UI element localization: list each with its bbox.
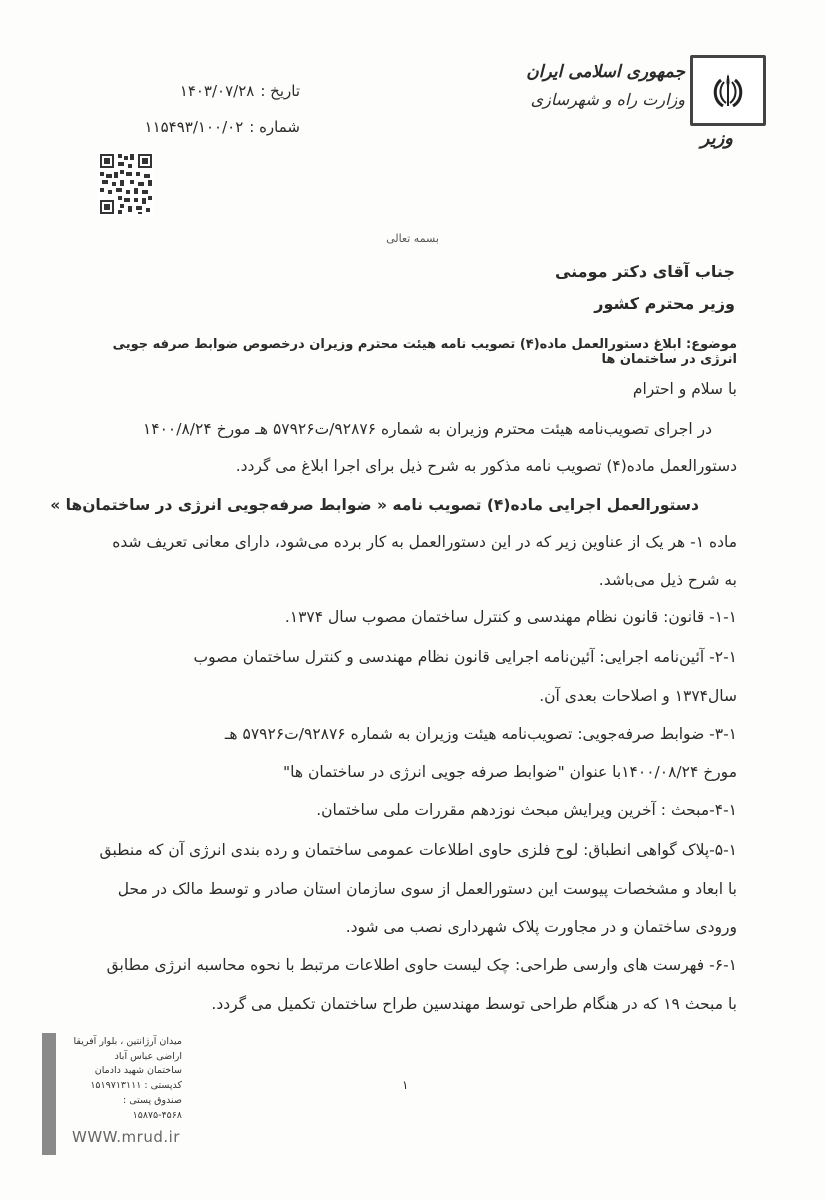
footer-line-2: اراضی عباس آباد bbox=[114, 1050, 182, 1062]
definition-1: ۱-۱- قانون: قانون نظام مهندسی و کنترل ساختمان مصوب سال ۱۳۷۴. bbox=[284, 608, 737, 626]
instruction-heading: دستورالعمل اجرایی ماده(۴) تصویب نامه « ضوابط صرفه‌جویی انرژی در ساختمان‌ها » bbox=[50, 496, 699, 514]
addressee-name: جناب آقای دکتر مومنی bbox=[554, 262, 735, 281]
intro-line-1: در اجرای تصویب‌نامه هیئت محترم وزیران به شماره ۹۲۸۷۶/ت۵۷۹۲۶ هـ مورخ ۱۴۰۰/۸/۲۴ bbox=[142, 420, 712, 438]
country-name: جمهوری اسلامی ایران bbox=[526, 62, 685, 82]
definition-3-line-2: مورخ ۱۴۰۰/۰۸/۲۴با عنوان "ضوابط صرفه جویی انرژی در ساختمان ها" bbox=[283, 763, 737, 781]
definition-5-line-2: با ابعاد و مشخصات پیوست این دستورالعمل از سوی سازمان استان صادر و توسط مالک در محل bbox=[117, 880, 737, 898]
iran-emblem-icon bbox=[690, 55, 766, 126]
website-link[interactable]: WWW.mrud.ir bbox=[72, 1128, 180, 1146]
ministry-name: وزارت راه و شهرسازی bbox=[530, 90, 685, 109]
date-label: تاریخ : bbox=[260, 82, 300, 100]
addressee-title: وزیر محترم کشور bbox=[594, 294, 735, 313]
intro-line-2: دستورالعمل ماده(۴) تصویب نامه مذکور به شرح ذیل برای اجرا ابلاغ می گردد. bbox=[235, 457, 737, 475]
article-1-line-2: به شرح ذیل می‌باشد. bbox=[598, 571, 737, 589]
footer-address bbox=[72, 1035, 182, 1123]
date-value: ۱۴۰۳/۰۷/۲۸ bbox=[179, 82, 255, 100]
page-number: ۱ bbox=[402, 1078, 409, 1092]
office-label: وزیر bbox=[700, 128, 733, 149]
definition-5-line-1: ۵-۱-پلاک گواهی انطباق: لوح فلزی حاوی اطلاعات عمومی ساختمان و رده بندی انرژی آن که منطبق bbox=[99, 841, 737, 859]
definition-6-line-1: ۶-۱- فهرست های وارسی طراحی: چک لیست حاوی اطلاعات مرتبط با نحوه محاسبه انرژی مطابق bbox=[106, 956, 737, 974]
footer-line-4: کدپستی : ۱۵۱۹۷۱۳۱۱۱ bbox=[90, 1080, 182, 1092]
number-label: شماره : bbox=[249, 118, 300, 136]
subject-line: موضوع: ابلاغ دستورالعمل ماده(۴) تصویب نامه هیئت محترم وزیران درخصوص ضوابط صرفه جویی انرژی در ساختمان ها bbox=[112, 337, 737, 367]
ministry-header bbox=[526, 62, 685, 109]
definition-2-line-1: ۲-۱- آئین‌نامه اجرایی: آئین‌نامه اجرایی قانون نظام مهندسی و کنترل ساختمان مصوب bbox=[193, 648, 737, 666]
definition-6-line-2: با مبحث ۱۹ که در هنگام طراحی توسط مهندسین طراح ساختمان تکمیل می گردد. bbox=[211, 995, 737, 1013]
footer-bar bbox=[42, 1033, 56, 1155]
definition-4: ۴-۱-مبحث : آخرین ویرایش مبحث نوزدهم مقررات ملی ساختمان. bbox=[316, 801, 737, 819]
footer-line-5: صندوق پستی : ۴۵۶۸-۱۵۸۷۵ bbox=[122, 1094, 182, 1121]
definition-5-line-3: ورودی ساختمان و در مجاورت پلاک شهرداری نصب می شود. bbox=[345, 918, 737, 936]
letter-meta bbox=[75, 82, 300, 154]
definition-2-line-2: سال۱۳۷۴ و اصلاحات بعدی آن. bbox=[539, 687, 737, 705]
footer-line-3: ساختمان شهید دادمان bbox=[94, 1065, 182, 1077]
article-1-line-1: ماده ۱- هر یک از عناوین زیر که در این دستورالعمل به کار برده می‌شود، دارای معانی تعریف شده bbox=[112, 533, 737, 551]
qr-code bbox=[98, 152, 154, 216]
greeting: با سلام و احترام bbox=[632, 380, 737, 398]
number-value: ۱۱۵۴۹۳/۱۰۰/۰۲ bbox=[144, 118, 244, 136]
basmala: بسمه تعالی bbox=[386, 232, 439, 245]
definition-3-line-1: ۳-۱- ضوابط صرفه‌جویی: تصویب‌نامه هیئت وزیران به شماره ۹۲۸۷۶/ت۵۷۹۲۶ هـ bbox=[224, 725, 737, 743]
footer-line-1: میدان آرژانتین ، بلوار آفریقا bbox=[73, 1036, 182, 1047]
